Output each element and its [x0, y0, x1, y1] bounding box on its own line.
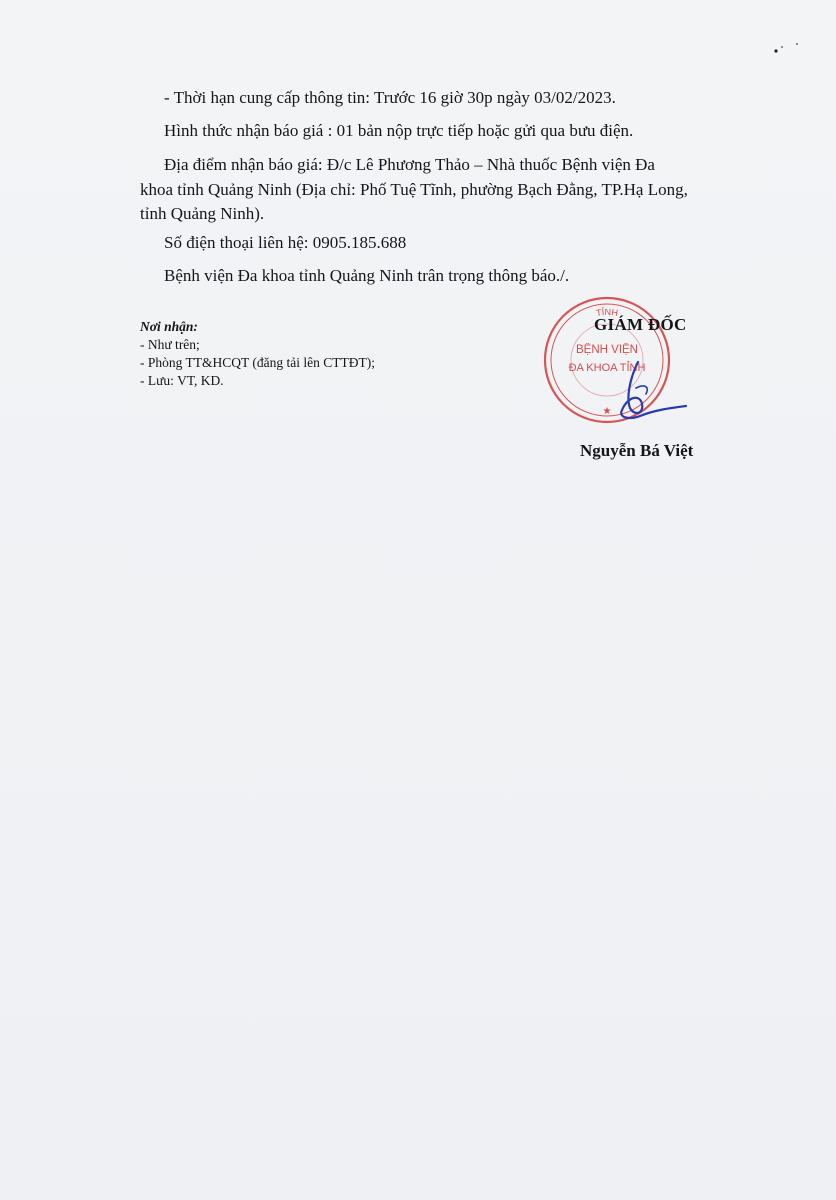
- stamp-center-line-2: ĐA KHOA TỈNH: [568, 362, 646, 374]
- stamp-top-text: TỈNH: [595, 306, 619, 319]
- receive-place-line-1: Địa điểm nhận báo giá: Đ/c Lê Phương Thảo – Nhà thuốc Bệnh viện Đa: [164, 155, 655, 174]
- receive-form-line: Hình thức nhận báo giá : 01 bản nộp trực tiếp hoặc gửi qua bưu điện.: [164, 121, 634, 140]
- recipient-item: - Phòng TT&HCQT (đăng tải lên CTTĐT);: [140, 355, 375, 370]
- closing-line: Bệnh viện Đa khoa tỉnh Quảng Ninh trân trọng thông báo./.: [164, 266, 570, 285]
- receive-place-line-3: tỉnh Quảng Ninh).: [140, 204, 265, 223]
- stamp-center-line-1: BỆNH VIỆN: [576, 344, 638, 356]
- signature-title: GIÁM ĐỐC: [594, 315, 687, 334]
- recipient-item: - Lưu: VT, KD.: [140, 373, 224, 388]
- scan-marks: [770, 38, 800, 58]
- receive-place-line-2: khoa tỉnh Quảng Ninh (Địa chỉ: Phố Tuệ Tĩnh, phường Bạch Đằng, TP.Hạ Long,: [140, 180, 688, 199]
- signer-name: Nguyễn Bá Việt: [580, 441, 694, 460]
- svg-text:★: ★: [602, 406, 612, 417]
- recipient-item: - Như trên;: [140, 337, 200, 352]
- recipients-block: [140, 318, 375, 390]
- handwritten-signature: [600, 358, 690, 428]
- phone-line: Số điện thoại liên hệ: 0905.185.688: [164, 233, 407, 252]
- deadline-line: - Thời hạn cung cấp thông tin: Trước 16 giờ 30p ngày 03/02/2023.: [164, 88, 616, 107]
- recipients-title: Nơi nhận:: [140, 319, 198, 334]
